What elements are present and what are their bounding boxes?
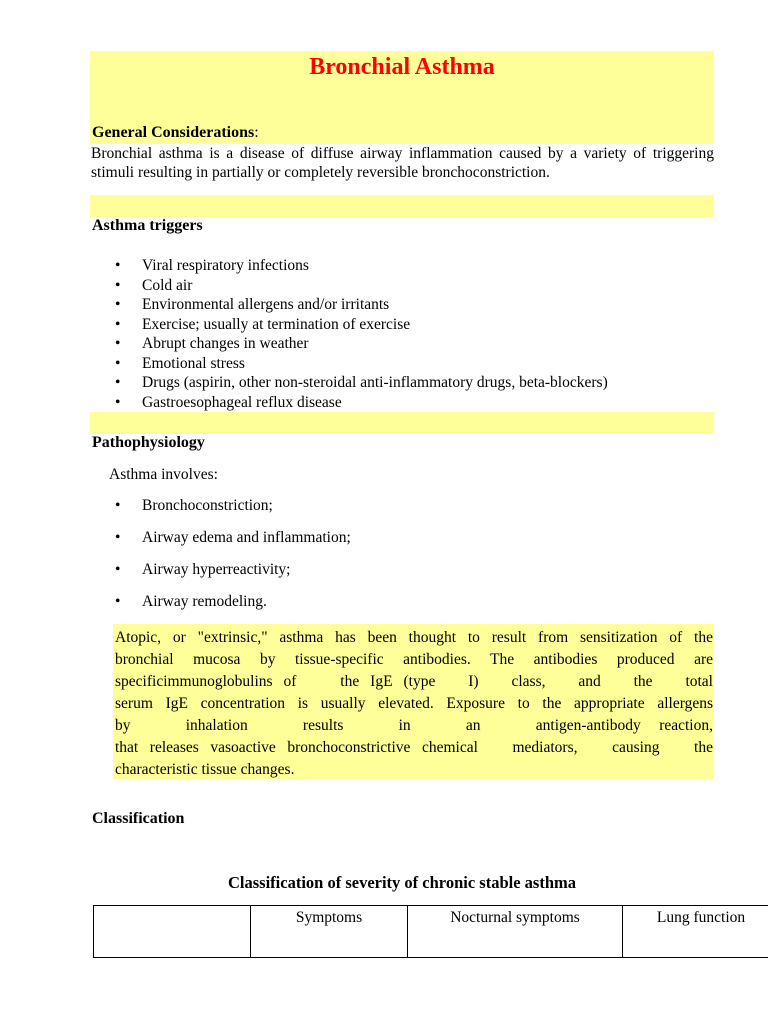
bullet-icon: • [115,393,121,411]
patho-list-item: • Airway remodeling. [115,593,267,610]
general-heading-colon: : [254,124,259,141]
list-item: • Abrupt changes in weather [115,335,309,352]
list-item: • Drugs (aspirin, other non-steroidal anti-inflammatory drugs, beta-blockers) [115,374,608,391]
table-header-cell: Lung function [623,906,768,958]
bullet-icon: • [115,276,121,294]
table-header-row [94,906,768,958]
patho-list-item: • Airway hyperreactivity; [115,561,291,578]
patho-list-item: • Airway edema and inflammation; [115,529,351,546]
table-header-cell: Symptoms [251,906,408,958]
table-title: Classification of severity of chronic stable asthma [228,873,576,892]
atopic-line: that releases vasoactive bronchoconstrictive chemical mediators, causing the [115,739,713,756]
patho-intro: Asthma involves: [109,466,218,483]
table-header-cell [94,906,251,958]
bullet-icon: • [115,335,121,352]
list-item: • Gastroesophageal reflux disease [115,393,342,411]
atopic-paragraph [115,627,713,781]
patho-heading: Pathophysiology [92,434,205,451]
general-heading-text: General Considerations [92,124,255,141]
atopic-line: serum IgE concentration is usually elevated. Exposure to the appropriate allergens [115,695,713,712]
bullet-icon: • [115,593,121,610]
list-item: • Cold air [115,276,193,294]
bullet-icon: • [115,315,121,333]
triggers-list [115,256,608,412]
bullet-icon: • [115,374,121,391]
list-item: • Environmental allergens and/or irritants [115,296,390,313]
atopic-line: by inhalation results in an antigen-antibody reaction, [115,717,713,734]
bullet-icon: • [115,257,121,274]
atopic-line: characteristic tissue changes. [115,761,295,778]
atopic-line: bronchial mucosa by tissue-specific antibodies. The antibodies produced are [115,651,713,668]
page-title: Bronchial Asthma [309,54,495,80]
atopic-line: specificimmunoglobulins of the IgE (type I) class, and the total [115,673,713,690]
bullet-icon: • [115,529,121,546]
table-header-cell: Nocturnal symptoms [408,906,623,958]
triggers-heading: Asthma triggers [92,217,203,234]
severity-table [93,905,768,958]
list-item: • Emotional stress [115,354,245,372]
classification-heading: Classification [92,810,185,827]
patho-highlight [90,412,714,434]
general-heading [92,124,259,142]
general-text: Bronchial asthma is a disease of diffuse airway inflammation caused by a variety of triggering stimuli resulting in partially or completely reversible bronchoconstriction. [91,145,714,181]
bullet-icon: • [115,354,121,372]
list-item: • Exercise; usually at termination of exercise [115,315,411,333]
bullet-icon: • [115,296,121,313]
bullet-icon: • [115,561,121,578]
triggers-highlight [90,195,714,217]
bullet-icon: • [115,497,121,514]
atopic-line: Atopic, or "extrinsic," asthma has been thought to result from sensitization of the [115,629,713,646]
patho-list-item: • Bronchoconstriction; [115,497,273,514]
list-item: • Viral respiratory infections [115,257,309,274]
